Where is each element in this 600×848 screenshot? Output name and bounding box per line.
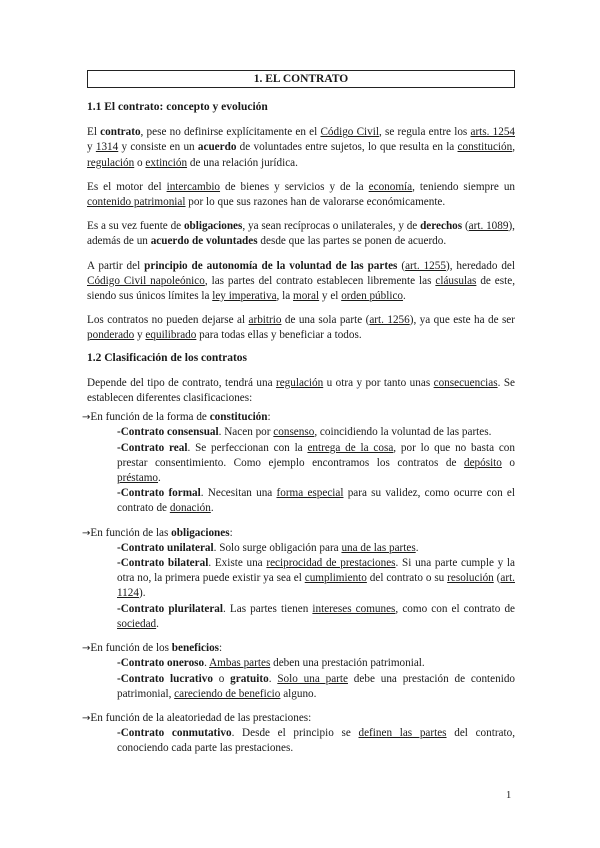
text-run: y (87, 141, 96, 154)
underlined-term: extinción (145, 156, 188, 169)
classification-group (82, 641, 516, 702)
text-run: . Nacen por (218, 426, 274, 439)
underlined-term: constitución (457, 141, 513, 154)
underlined-term: intercambio (166, 180, 221, 193)
text-run: del contrato o su (366, 572, 448, 585)
text-run: , como con el contrato de (395, 602, 515, 615)
classification-list (82, 410, 516, 756)
underlined-term: resolución (447, 572, 494, 585)
paragraph (87, 259, 515, 305)
bold-term: -Contrato consensual (117, 426, 219, 439)
text-run: de este, siendo sus únicos límites la (87, 274, 515, 303)
bold-term: obligaciones (171, 526, 230, 539)
contract-type-item (117, 672, 515, 702)
underlined-term: moral (293, 290, 320, 303)
paragraph (87, 313, 515, 343)
text-run: del contrato, conociendo cada parte las prestaciones. (117, 727, 516, 755)
text-run: . Se establecen diferentes clasificaciones: (87, 376, 516, 405)
underlined-term: art. 1124 (117, 572, 515, 600)
text-run: , coincidiendo la voluntad de las partes. (314, 426, 492, 439)
text-run: de una relación jurídica. (187, 156, 298, 169)
classification-group-heading (82, 410, 515, 425)
text-run: En función de los (90, 642, 172, 655)
bold-term: -Contrato formal (117, 487, 201, 500)
underlined-term: Código Civil napoleónico (87, 274, 205, 287)
text-run: , pese no definirse explícitamente en el (140, 126, 321, 139)
text-run: , las partes del contrato establecen libremente las (204, 274, 436, 287)
text-run: . Desde el principio se (231, 727, 359, 740)
text-run: , ya sean recíprocas o unilaterales, y de (242, 220, 421, 233)
text-run: , la (276, 290, 294, 303)
text-run: deben una prestación patrimonial. (270, 657, 425, 670)
underlined-term: art. 1256 (369, 314, 410, 327)
bold-term: obligaciones (183, 220, 243, 233)
text-run: de bienes y servicios y de la (220, 180, 369, 193)
text-run: Los contratos no pueden dejarse al (87, 314, 249, 327)
underlined-term: sociedad (117, 617, 157, 630)
text-run: En función de las (90, 526, 172, 539)
bold-term: -Contrato bilateral (117, 557, 209, 570)
underlined-term: Ambas partes (209, 657, 271, 670)
classification-group-heading (82, 641, 515, 656)
contract-type-item (117, 541, 515, 556)
text-run: , (512, 141, 516, 154)
underlined-term: ponderado (87, 329, 135, 342)
text-run: : (219, 642, 223, 655)
contract-type-item (117, 656, 515, 671)
text-run: de voluntades entre sujetos, lo que resulta en la (236, 141, 458, 154)
underlined-term: intereses comunes (312, 602, 396, 615)
underlined-term: cumplimiento (304, 572, 367, 585)
text-run: ( (462, 220, 469, 233)
classification-group-heading (82, 711, 515, 726)
text-run: alguno. (280, 687, 317, 700)
text-run: . (204, 657, 210, 670)
bold-term: -Contrato unilateral (117, 541, 214, 554)
text-run: . Solo surge obligación para (213, 541, 342, 554)
bold-term: -Contrato plurilateral (117, 602, 224, 615)
text-run: : (229, 526, 233, 539)
underlined-term: definen las partes (358, 727, 447, 740)
contract-type-item (117, 726, 515, 756)
paragraph (87, 219, 515, 249)
arrow-icon: → (82, 412, 91, 424)
underlined-term: contenido patrimonial (87, 196, 186, 209)
bold-term: beneficios (171, 642, 220, 655)
underlined-term: una de las partes (341, 541, 416, 554)
text-run: , teniendo siempre un (412, 180, 516, 193)
bold-term: -Contrato real (117, 441, 188, 454)
underlined-term: Solo una parte (277, 672, 348, 685)
section-heading-1-2: 1.2 Clasificación de los contratos (87, 351, 248, 364)
arrow-icon: → (82, 643, 91, 655)
text-run: ), ya que este ha de ser (409, 314, 515, 327)
text-run: , por lo que no basta con prestar consentimiento. Como ejemplo encontramos los contratos de (117, 441, 515, 469)
bold-term: constitución (209, 411, 268, 424)
underlined-term: ley imperativa (212, 290, 277, 303)
text-run: En función de la forma de (90, 411, 210, 424)
underlined-term: entrega de la cosa (307, 441, 394, 454)
text-run: . Necesitan una (200, 487, 277, 500)
text-run: Es el motor del (87, 180, 167, 193)
underlined-term: regulación (275, 376, 324, 389)
text-run: ( (397, 259, 406, 272)
bold-term: acuerdo de voluntades (150, 235, 258, 248)
underlined-term: orden público (341, 290, 404, 303)
text-run: : (267, 411, 271, 424)
contract-type-item (117, 486, 515, 516)
bold-term: principio de autonomía de la voluntad de las partes (144, 259, 398, 272)
text-run: o (212, 672, 231, 685)
text-run: El (87, 126, 101, 139)
text-run: para todas ellas y beneficiar a todos. (196, 329, 362, 342)
chapter-title: 1. EL CONTRATO (87, 70, 515, 88)
text-run: . (158, 472, 161, 485)
text-run: , se regula entre los (378, 126, 471, 139)
paragraph (87, 376, 515, 406)
paragraph (87, 180, 515, 210)
text-run: de una sola parte ( (281, 314, 370, 327)
underlined-term: regulación (87, 156, 135, 169)
bold-term: -Contrato oneroso (117, 657, 205, 670)
arrow-icon: → (82, 527, 91, 539)
contract-type-item (117, 556, 515, 602)
classification-group (82, 711, 516, 757)
document-body (82, 100, 516, 766)
text-run: . (156, 617, 159, 630)
text-run: Depende del tipo de contrato, tendrá una (87, 376, 276, 389)
text-run: o (501, 456, 516, 469)
underlined-term: 1314 (95, 141, 119, 154)
text-run: desde que las partes se ponen de acuerdo. (257, 235, 447, 248)
underlined-term: equilibrado (145, 329, 197, 342)
text-run: En función de la aleatoriedad de las prestaciones: (90, 711, 312, 724)
bold-term: -Contrato lucrativo (117, 672, 213, 685)
page-number: 1 (506, 790, 512, 801)
underlined-term: donación (169, 502, 211, 515)
underlined-term: arbitrio (248, 314, 282, 327)
paragraph (87, 125, 515, 171)
underlined-term: arts. 1254 (470, 126, 516, 139)
underlined-term: careciendo de beneficio (174, 687, 281, 700)
underlined-term: art. 1089 (468, 220, 509, 233)
text-run: . (415, 541, 419, 554)
text-run: Es a su vez fuente de (87, 220, 184, 233)
contract-type-item (117, 602, 515, 632)
underlined-term: consenso (273, 426, 315, 439)
contract-type-item (117, 441, 515, 487)
classification-group-heading (82, 526, 515, 541)
underlined-term: préstamo (117, 472, 159, 485)
arrow-icon: → (82, 712, 91, 724)
text-run: y (134, 329, 146, 342)
text-run: ( (493, 572, 501, 585)
text-run: para su validez, como ocurre con el contrato de (117, 487, 515, 515)
bold-term: derechos (420, 220, 463, 233)
underlined-term: forma especial (276, 487, 344, 500)
contract-type-item (117, 425, 515, 440)
text-run: y consiste en un (118, 141, 198, 154)
text-run: . (210, 502, 214, 515)
text-run: u otra y por tanto unas (323, 376, 434, 389)
text-run: o (134, 156, 146, 169)
bold-term: contrato (100, 126, 141, 139)
text-run: . Se perfeccionan con la (187, 441, 308, 454)
underlined-term: economía (368, 180, 413, 193)
text-run: . Las partes tienen (223, 602, 313, 615)
classification-group (82, 410, 516, 516)
section-heading-1-1: 1.1 El contrato: concepto y evolución (87, 101, 268, 113)
text-run: A partir del (87, 259, 145, 272)
text-run: . Existe una (208, 557, 267, 570)
text-run: . (268, 672, 278, 685)
text-run: ), heredado del (445, 259, 515, 272)
underlined-term: cláusulas (435, 274, 477, 287)
text-run: . (403, 290, 406, 303)
underlined-term: art. 1255 (405, 259, 446, 272)
bold-term: gratuito (230, 672, 269, 685)
text-run: debe una prestación de contenido patrimonial, (117, 672, 516, 700)
underlined-term: reciprocidad de prestaciones (266, 557, 396, 570)
bold-term: acuerdo (197, 141, 237, 154)
text-run: . Si una parte cumple y la otra no, la primera puede existir ya sea el (117, 557, 515, 585)
text-run: por lo que sus razones han de valorarse económicamente. (185, 196, 446, 209)
underlined-term: depósito (463, 456, 502, 469)
text-run: y el (319, 290, 342, 303)
text-run: ). (138, 587, 146, 600)
text-run: ), además de un (87, 220, 515, 248)
underlined-term: Código Civil (320, 126, 379, 139)
underlined-term: consecuencias (433, 376, 498, 389)
classification-group (82, 526, 515, 632)
bold-term: -Contrato conmutativo (117, 727, 232, 740)
